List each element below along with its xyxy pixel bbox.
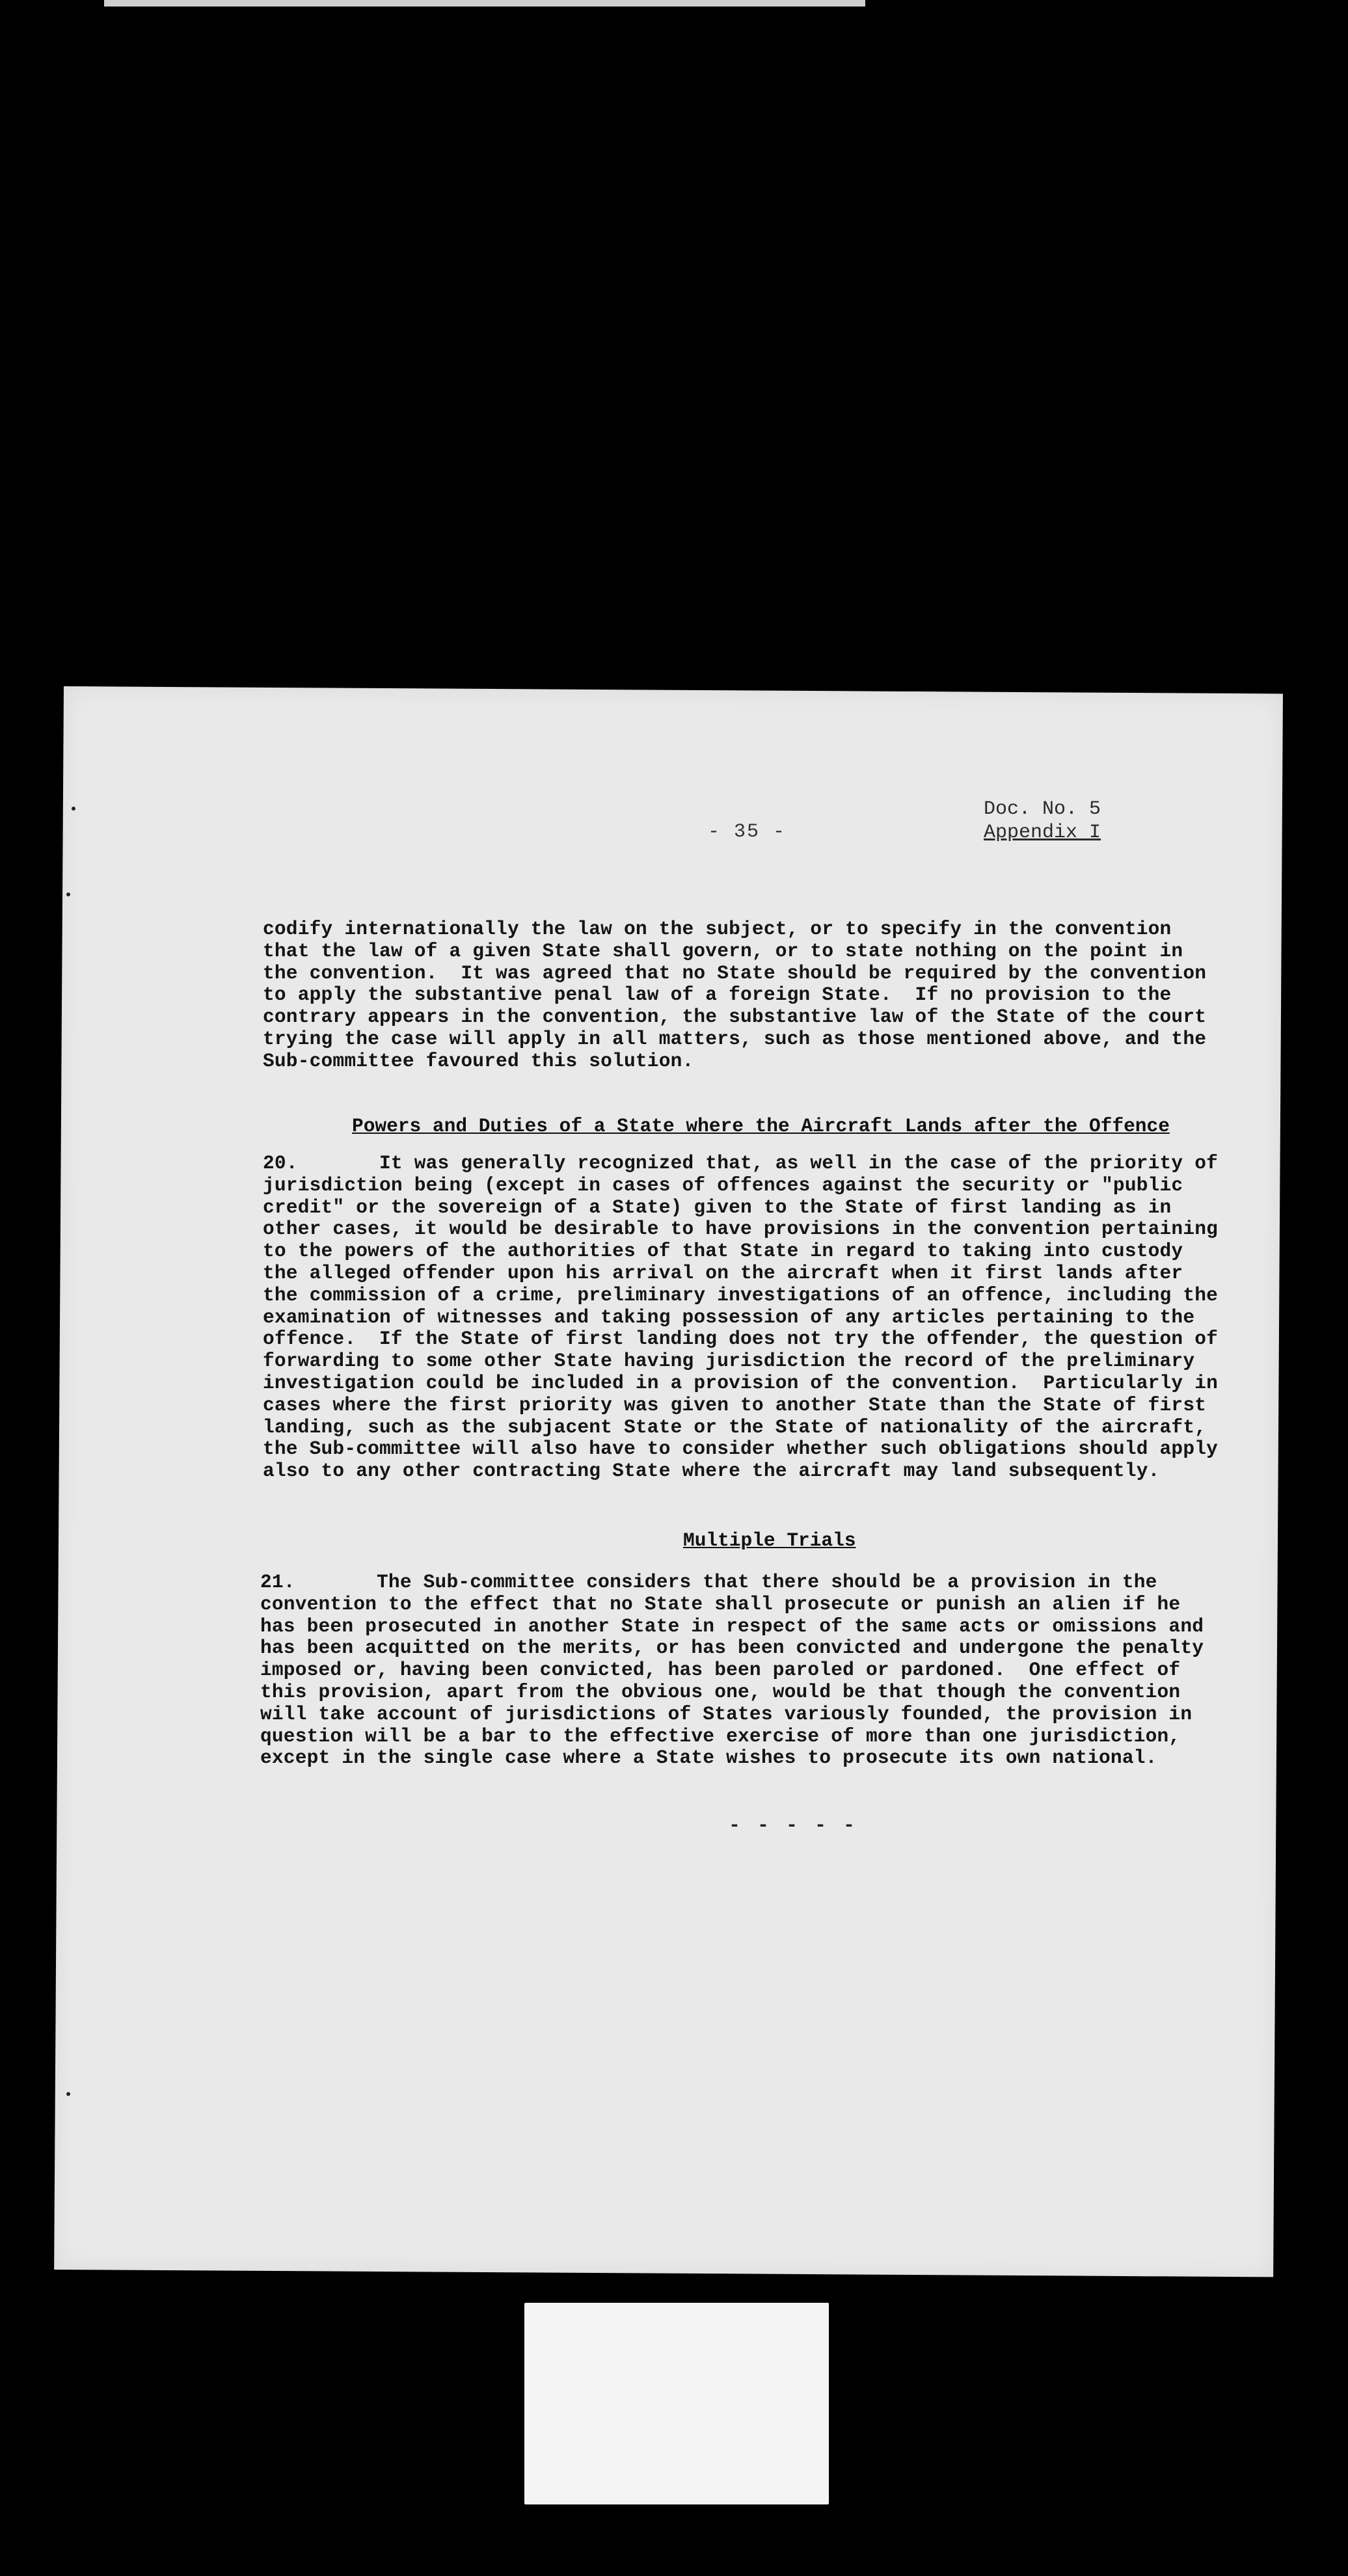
top-film-strip [104,0,865,7]
paragraph-21: 21. The Sub-committee considers that there should be a provision in the convention to the effect that no State shall prosecute or punish an alien if he has been prosecuted in another State in respect of the same acts or omissions and has been acquitted on the merits, or has been convicted and undergone the penalty imposed or, having been convicted, has been paroled or pardoned. One effect of this provision, apart from the obvious one, would be that though the convention will take account of jurisdictions of States variously founded, the provision in question will be a bar to the effective exercise of more than one jurisdiction, except in the single case where a State wishes to prosecute its own national. [260,1571,1204,1769]
section-heading-powers-duties: Powers and Duties of a State where the Aircraft Lands after the Offence [352,1115,1170,1137]
margin-mark [72,807,75,811]
section-heading-multiple-trials: Multiple Trials [683,1529,856,1551]
doc-number: Doc. No. 5 [984,798,1101,820]
paragraph-20: 20. It was generally recognized that, as well in the case of the priority of jurisdiction being (except in cases of offences against the security or "public credit" or the sovereign of a State) given to the State of first landing as in other cases, it would be desirable to have provisions in the convention pertaining to the powers of the authorities of that State in regard to taking into custody the alleged offender upon his arrival on the aircraft when it first lands after the commission of a crime, preliminary investigations of an offence, including the examination of witnesses and taking possession of any articles pertaining to the offence. If the State of first landing does not try the offender, the question of forwarding to some other State having jurisdiction the record of the preliminary investigation could be included in a provision of the convention. Particularly in cases where the first priority was given to another State than the State of first landing, such as the subjacent State or the State of nationality of the aircraft, the Sub-committee will also have to consider whether such obligations should apply also to any other contracting State where the aircraft may land subsequently. [263,1152,1219,1483]
margin-mark [66,2092,70,2096]
appendix-label: Appendix I [984,822,1101,844]
end-of-section-mark: - - - - - [729,1815,858,1837]
page-number: - 35 - [708,821,787,843]
document-reference [984,798,1101,844]
blank-card [524,2303,829,2504]
margin-mark [66,892,70,896]
intro-paragraph: codify internationally the law on the subject, or to specify in the convention that the law of a given State shall govern, or to state nothing on the point in the convention. It was agreed that no State should be required by the convention to apply the substantive penal law of a foreign State. If no provision to the contrary appears in the convention, the substantive law of the State of the court trying the case will apply in all matters, such as those mentioned above, and the Sub-committee favoured this solution. [263,918,1207,1072]
